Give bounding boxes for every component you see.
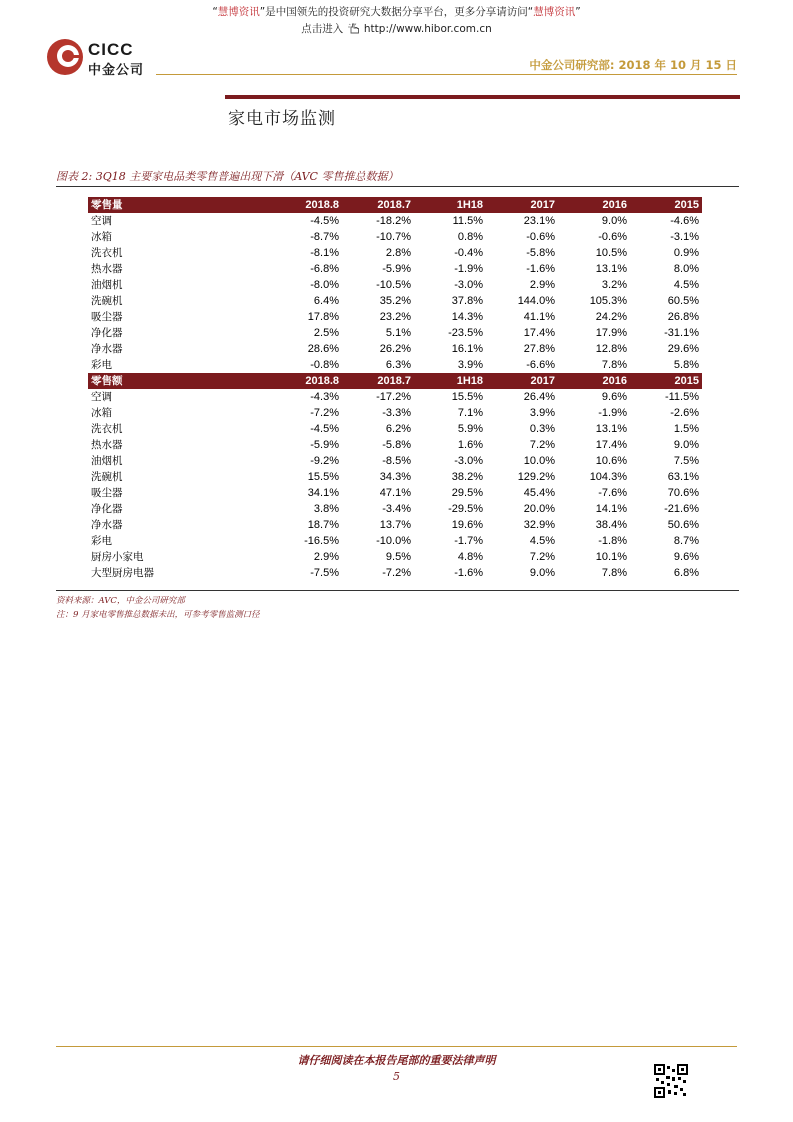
table-cell: 7.5% <box>673 455 699 467</box>
table-cell: 4.5% <box>529 535 555 547</box>
row-label: 热水器 <box>91 263 123 275</box>
table-cell: 11.5% <box>452 215 483 227</box>
column-header: 1H18 <box>414 197 486 213</box>
table-cell: -3.4% <box>382 503 411 515</box>
table-cell: 18.7% <box>307 519 339 531</box>
table-cell: 17.4% <box>595 439 627 451</box>
table-cell: 10.5% <box>595 247 627 259</box>
table-cell: 6.2% <box>385 423 411 435</box>
table-cell: 2.9% <box>529 279 555 291</box>
table-cell: -4.5% <box>310 215 339 227</box>
table-cell: 10.1% <box>595 551 627 563</box>
banner-brand[interactable]: 慧博资讯 <box>217 6 260 18</box>
table-row <box>88 453 702 469</box>
table-cell: 9.0% <box>529 567 555 579</box>
column-header: 2016 <box>558 197 630 213</box>
table-cell: -7.5% <box>310 567 339 579</box>
table-cell: 45.4% <box>523 487 555 499</box>
table-cell: -8.7% <box>310 231 339 243</box>
table-cell: 26.2% <box>379 343 411 355</box>
column-header: 2015 <box>630 197 702 213</box>
banner-quote-close: ” <box>259 6 266 18</box>
column-header: 2016 <box>558 373 630 389</box>
table-cell: -0.6% <box>598 231 627 243</box>
table-cell: -9.2% <box>310 455 339 467</box>
notes-divider <box>56 590 739 591</box>
table-header-row <box>88 197 702 213</box>
table-row <box>88 309 702 325</box>
table-row <box>88 517 702 533</box>
table-cell: -7.2% <box>382 567 411 579</box>
top-banner <box>0 4 793 38</box>
banner-url-link[interactable]: http://www.hibor.com.cn <box>363 23 492 35</box>
retail-data-table <box>88 197 702 581</box>
table-cell: 38.2% <box>451 471 483 483</box>
table-cell: 13.1% <box>595 263 627 275</box>
table-cell: -3.3% <box>382 407 411 419</box>
table-cell: -1.7% <box>454 535 483 547</box>
table-cell: 3.9% <box>457 359 483 371</box>
table-row <box>88 389 702 405</box>
row-label: 油烟机 <box>91 279 123 291</box>
table-cell: 2.9% <box>313 551 339 563</box>
table-cell: 24.2% <box>595 311 627 323</box>
column-header: 2018.7 <box>342 373 414 389</box>
table-row <box>88 277 702 293</box>
table-cell: -5.8% <box>382 439 411 451</box>
table-cell: 7.8% <box>601 567 627 579</box>
table-cell: -0.8% <box>310 359 339 371</box>
table-cell: 14.1% <box>595 503 627 515</box>
table-cell: 27.8% <box>523 343 555 355</box>
table-cell: -7.2% <box>310 407 339 419</box>
banner-line-2 <box>0 21 793 38</box>
table-cell: 15.5% <box>451 391 483 403</box>
table-cell: 129.2% <box>517 471 555 483</box>
table-cell: 9.5% <box>385 551 411 563</box>
cicc-logo <box>46 38 156 78</box>
column-header: 2017 <box>486 373 558 389</box>
table-row <box>88 229 702 245</box>
table-cell: 34.3% <box>379 471 411 483</box>
row-label: 空调 <box>91 391 112 403</box>
table-cell: -21.6% <box>664 503 699 515</box>
table-cell: 12.8% <box>595 343 627 355</box>
table-cell: 2.5% <box>313 327 339 339</box>
row-label: 净化器 <box>91 503 123 515</box>
table-cell: -1.6% <box>454 567 483 579</box>
table-cell: 0.9% <box>673 247 699 259</box>
source-note: 资料来源：AVC，中金公司研究部 <box>56 596 185 606</box>
table-cell: -18.2% <box>376 215 411 227</box>
table-cell: 6.4% <box>313 295 339 307</box>
table-cell: -8.1% <box>310 247 339 259</box>
table-cell: 4.5% <box>673 279 699 291</box>
row-label: 吸尘器 <box>91 311 123 323</box>
banner-quote-close-2: ” <box>575 6 581 18</box>
table-cell: -1.9% <box>598 407 627 419</box>
table-cell: 8.0% <box>673 263 699 275</box>
table-row <box>88 533 702 549</box>
section-title: 家电市场监测 <box>228 109 336 129</box>
table-cell: 70.6% <box>667 487 699 499</box>
figure-divider <box>56 186 739 187</box>
pointer-hand-icon <box>347 22 361 34</box>
row-label: 冰箱 <box>91 231 112 243</box>
table-cell: -6.6% <box>526 359 555 371</box>
table-cell: -8.5% <box>382 455 411 467</box>
table-cell: -4.5% <box>310 423 339 435</box>
table-cell: 23.1% <box>523 215 555 227</box>
table-cell: -8.0% <box>310 279 339 291</box>
table-cell: -5.8% <box>526 247 555 259</box>
row-label: 净水器 <box>91 343 123 355</box>
table-cell: -2.6% <box>670 407 699 419</box>
banner-brand-2[interactable]: 慧博资讯 <box>533 6 576 18</box>
table-cell: 23.2% <box>379 311 411 323</box>
table-cell: -4.3% <box>310 391 339 403</box>
table-cell: 6.8% <box>673 567 699 579</box>
table-row <box>88 293 702 309</box>
table-cell: 7.1% <box>457 407 483 419</box>
banner-middle: 是中国领先的投资研究大数据分享平台，更多分享请访问 <box>265 6 528 18</box>
cicc-logo-icon <box>46 38 84 76</box>
table-cell: 17.8% <box>307 311 339 323</box>
table-cell: -17.2% <box>376 391 411 403</box>
table-row <box>88 485 702 501</box>
table-cell: 32.9% <box>523 519 555 531</box>
page-number: 5 <box>393 1070 400 1083</box>
table-header-row <box>88 373 702 389</box>
table-cell: 47.1% <box>379 487 411 499</box>
table-cell: -0.4% <box>454 247 483 259</box>
table-cell: 10.0% <box>523 455 555 467</box>
row-label: 洗碗机 <box>91 471 123 483</box>
table-cell: 0.8% <box>457 231 483 243</box>
table-cell: -5.9% <box>310 439 339 451</box>
row-label: 净化器 <box>91 327 123 339</box>
row-label: 净水器 <box>91 519 123 531</box>
table-cell: -1.6% <box>526 263 555 275</box>
table-cell: 60.5% <box>667 295 699 307</box>
column-header: 1H18 <box>414 373 486 389</box>
table-cell: 14.3% <box>451 311 483 323</box>
table-cell: 9.0% <box>601 215 627 227</box>
table-cell: 105.3% <box>589 295 627 307</box>
table-cell: 37.8% <box>451 295 483 307</box>
table-row <box>88 549 702 565</box>
table-cell: 50.6% <box>667 519 699 531</box>
table-cell: 5.9% <box>457 423 483 435</box>
table-cell: 34.1% <box>307 487 339 499</box>
table-cell: 7.2% <box>529 551 555 563</box>
table-cell: 7.8% <box>601 359 627 371</box>
banner-enter-label[interactable]: 点击进入 <box>301 23 344 35</box>
table-row <box>88 501 702 517</box>
row-label: 热水器 <box>91 439 123 451</box>
row-label: 彩电 <box>91 359 112 371</box>
table-cell: 63.1% <box>667 471 699 483</box>
table-cell: 29.5% <box>451 487 483 499</box>
footnote: 注：9 月家电零售推总数据未出，可参考零售监测口径 <box>56 610 260 620</box>
table-cell: -23.5% <box>448 327 483 339</box>
table-cell: -1.8% <box>598 535 627 547</box>
table-cell: 9.0% <box>673 439 699 451</box>
table-cell: -0.6% <box>526 231 555 243</box>
table-cell: 144.0% <box>517 295 555 307</box>
banner-quote-open: “ <box>212 6 218 18</box>
banner-quote-open-2: “ <box>527 6 534 18</box>
column-header: 2018.8 <box>258 197 342 213</box>
table-row <box>88 325 702 341</box>
banner-line-1 <box>0 4 793 21</box>
table-cell: -31.1% <box>664 327 699 339</box>
table-cell: 28.6% <box>307 343 339 355</box>
table-cell: 1.6% <box>457 439 483 451</box>
column-header: 2017 <box>486 197 558 213</box>
logo-text-en: CICC <box>88 40 134 59</box>
table-cell: 9.6% <box>673 551 699 563</box>
row-label: 空调 <box>91 215 112 227</box>
row-label: 冰箱 <box>91 407 112 419</box>
table-cell: 3.9% <box>529 407 555 419</box>
table-cell: 6.3% <box>385 359 411 371</box>
table-cell: -10.7% <box>376 231 411 243</box>
table-row <box>88 245 702 261</box>
row-label: 油烟机 <box>91 455 123 467</box>
column-header: 2015 <box>630 373 702 389</box>
table-cell: 104.3% <box>589 471 627 483</box>
row-label: 吸尘器 <box>91 487 123 499</box>
table-cell: 20.0% <box>523 503 555 515</box>
table-row <box>88 565 702 581</box>
table-cell: 17.9% <box>595 327 627 339</box>
table-cell: 29.6% <box>667 343 699 355</box>
table-cell: -11.5% <box>664 391 699 403</box>
header-divider <box>156 74 737 75</box>
table-cell: 41.1% <box>523 311 555 323</box>
table-cell: -5.9% <box>382 263 411 275</box>
table-section-label: 零售量 <box>88 197 258 213</box>
table-row <box>88 261 702 277</box>
row-label: 厨房小家电 <box>91 551 144 563</box>
column-header: 2018.7 <box>342 197 414 213</box>
footer-disclaimer: 请仔细阅读在本报告尾部的重要法律声明 <box>297 1054 496 1067</box>
table-cell: 8.7% <box>673 535 699 547</box>
table-row <box>88 357 702 373</box>
table-row <box>88 405 702 421</box>
table-cell: 15.5% <box>307 471 339 483</box>
table-cell: 35.2% <box>379 295 411 307</box>
footer-divider <box>56 1046 737 1047</box>
table-cell: -16.5% <box>304 535 339 547</box>
table-cell: 1.5% <box>673 423 699 435</box>
table-row <box>88 341 702 357</box>
table-cell: 26.8% <box>667 311 699 323</box>
row-label: 大型厨房电器 <box>91 567 154 579</box>
table-cell: 13.7% <box>379 519 411 531</box>
row-label: 彩电 <box>91 535 112 547</box>
table-cell: 13.1% <box>595 423 627 435</box>
table-cell: -10.0% <box>376 535 411 547</box>
table-cell: -10.5% <box>376 279 411 291</box>
table-cell: 38.4% <box>595 519 627 531</box>
table-cell: -7.6% <box>598 487 627 499</box>
table-cell: 4.8% <box>457 551 483 563</box>
table-cell: -6.8% <box>310 263 339 275</box>
logo-text-cn: 中金公司 <box>88 63 145 78</box>
table-cell: 0.3% <box>529 423 555 435</box>
table-cell: -3.0% <box>454 279 483 291</box>
table-cell: 10.6% <box>595 455 627 467</box>
table-row <box>88 437 702 453</box>
table-cell: 5.1% <box>385 327 411 339</box>
table-cell: 9.6% <box>601 391 627 403</box>
table-cell: 3.2% <box>601 279 627 291</box>
table-row <box>88 213 702 229</box>
table-row <box>88 421 702 437</box>
qr-code-icon <box>654 1064 688 1098</box>
table-cell: -3.0% <box>454 455 483 467</box>
table-row <box>88 469 702 485</box>
table-cell: -4.6% <box>670 215 699 227</box>
table-cell: 16.1% <box>451 343 483 355</box>
figure-title: 图表 2: 3Q18 主要家电品类零售普遍出现下滑（AVC 零售推总数据） <box>56 170 399 183</box>
row-label: 洗碗机 <box>91 295 123 307</box>
table-cell: 3.8% <box>313 503 339 515</box>
table-cell: -3.1% <box>670 231 699 243</box>
table-cell: -1.9% <box>454 263 483 275</box>
header-date: 中金公司研究部: 2018 年 10 月 15 日 <box>529 58 737 72</box>
column-header: 2018.8 <box>258 373 342 389</box>
table-cell: 5.8% <box>673 359 699 371</box>
table-cell: -29.5% <box>448 503 483 515</box>
table-cell: 26.4% <box>523 391 555 403</box>
table-section-label: 零售额 <box>88 373 258 389</box>
row-label: 洗衣机 <box>91 247 123 259</box>
section-bar <box>225 95 740 99</box>
table-cell: 7.2% <box>529 439 555 451</box>
table-cell: 2.8% <box>385 247 411 259</box>
row-label: 洗衣机 <box>91 423 123 435</box>
table-cell: 19.6% <box>451 519 483 531</box>
table-cell: 17.4% <box>523 327 555 339</box>
